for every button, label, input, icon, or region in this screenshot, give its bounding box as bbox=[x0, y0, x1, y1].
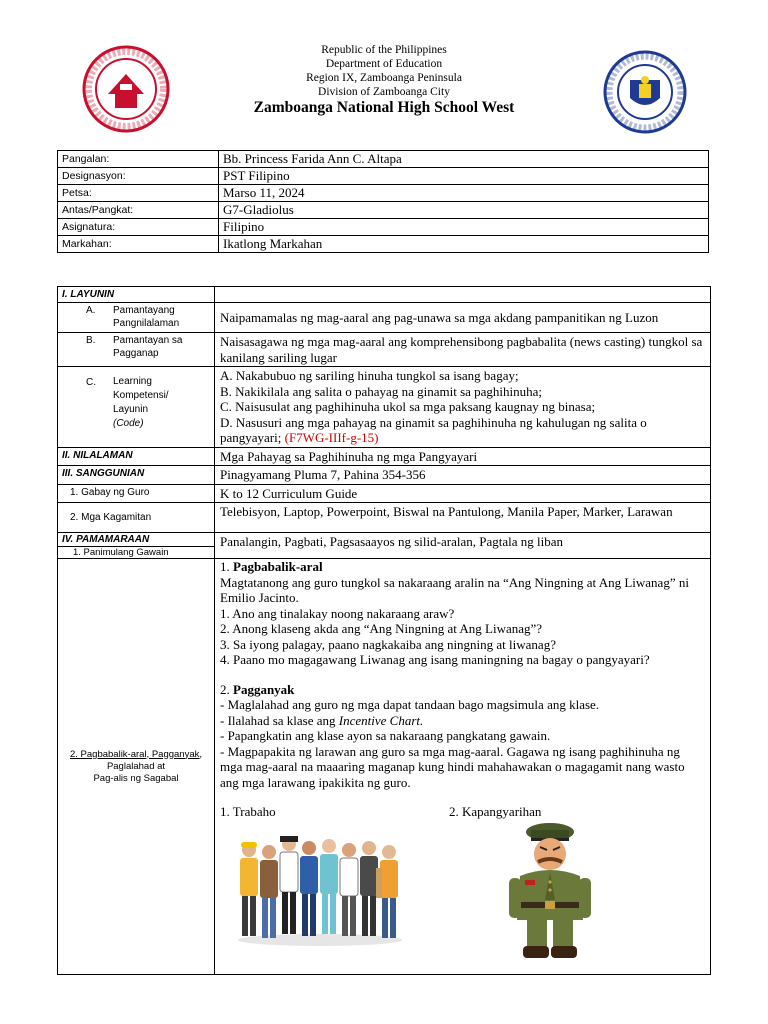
info-value: Filipino bbox=[219, 219, 709, 236]
section-pamamaraan: IV. PAMAMARAAN bbox=[58, 533, 215, 547]
info-label: Petsa: bbox=[58, 185, 219, 202]
deped-seal-logo bbox=[603, 50, 687, 134]
label-learning-kompetensi: C. Learning Kompetensi/ Layunin (Code) bbox=[58, 367, 215, 448]
info-row bbox=[58, 202, 709, 219]
pagganyak-item: - Magpapakita ng larawan ang guro sa mga mag-aaral. Gagawa ng isang paghihinuha ng mga mag-aaral na maaaring maganap kung hindi mahahawakan o magagamit nang wasto ang mga larawang ipakikita ng guro. bbox=[220, 743, 685, 790]
label-panimulang-gawain: 1. Panimulang Gawain bbox=[58, 547, 215, 559]
info-value: Marso 11, 2024 bbox=[219, 185, 709, 202]
info-row bbox=[58, 151, 709, 168]
info-value: G7-Gladiolus bbox=[219, 202, 709, 219]
info-label: Pangalan: bbox=[58, 151, 219, 168]
school-name: Zamboanga National High School West bbox=[253, 99, 515, 116]
review-question: 1. Ano ang tinalakay noong nakaraang araw? bbox=[220, 605, 455, 621]
info-value: Bb. Princess Farida Ann C. Altapa bbox=[219, 151, 709, 168]
military-officer-illustration bbox=[505, 820, 595, 963]
header-republic: Republic of the Philippines bbox=[321, 44, 447, 56]
picture-label-trabaho: 1. Trabaho bbox=[220, 804, 276, 819]
info-label: Asignatura: bbox=[58, 219, 219, 236]
section-sanggunian: III. SANGGUNIAN bbox=[58, 466, 215, 485]
pamantayan-sa-pagganap-text: Naisasagawa ng mga mag-aaral ang komprehensibong pagbabalita (news casting) tungkol sa kanilang sariling lugar bbox=[215, 333, 711, 367]
section-nilalaman: II. NILALAMAN bbox=[58, 447, 215, 466]
info-value: PST Filipino bbox=[219, 168, 709, 185]
label-pagbabalik-aral-step: 2. Pagbabalik-aral, Pagganyak, Paglalahad at Pag-alis ng Sagabal bbox=[58, 559, 215, 975]
competency-code: (F7WG-IIIf-g-15) bbox=[284, 430, 379, 445]
gabay-text: K to 12 Curriculum Guide bbox=[215, 484, 711, 503]
label-pamantayan-sa-pagganap: B. Pamantayan sa Pagganap bbox=[58, 333, 215, 367]
pagbabalik-aral-intro: Magtatanong ang guro tungkol sa nakaraang aralin na “Ang Ningning at Ang Liwanag” ni Emilio Jacinto. bbox=[220, 574, 689, 605]
review-question: 4. Paano mo magagawang Liwanag ang isang maningning na bagay o pangyayari? bbox=[220, 652, 650, 667]
info-row bbox=[58, 185, 709, 202]
kompetensi-item: A. Nakabubuo ng sariling hinuha tungkol sa isang bagay; bbox=[220, 368, 519, 383]
header-division: Division of Zamboanga City bbox=[318, 86, 450, 98]
review-question: 3. Sa iyong palagay, paano nagkakaiba ang ningning at liwanag? bbox=[220, 636, 556, 652]
pagganyak-item: - Ilalahad sa klase ang Incentive Chart. bbox=[220, 712, 424, 728]
section-layunin: I. LAYUNIN bbox=[58, 287, 215, 303]
info-row bbox=[58, 236, 709, 253]
pagganyak-item: - Papangkatin ang klase ayon sa nakaraang pangkatang gawain. bbox=[220, 728, 551, 743]
pagganyak-item: - Maglalahad ang guro ng mga dapat tandaan bago magsimula ang klase. bbox=[220, 697, 600, 712]
review-question: 2. Anong klaseng akda ang “Ang Ningning at Ang Liwanag”? bbox=[220, 621, 543, 636]
info-label: Antas/Pangkat: bbox=[58, 202, 219, 219]
kompetensi-item: D. Nasusuri ang mga pahayag na ginamit sa paghihinuha ng kahulugan ng salita o pangyayari; (F7WG-IIIf-g-15) bbox=[220, 414, 647, 445]
teacher-info-table bbox=[57, 150, 709, 253]
kompetensi-item: B. Nakikilala ang salita o pahayag na ginamit sa paghihinuha; bbox=[220, 383, 543, 399]
info-label: Markahan: bbox=[58, 236, 219, 253]
info-value: Ikatlong Markahan bbox=[219, 236, 709, 253]
kompetensi-item: C. Naisusulat ang paghihinuha ukol sa mga paksang kaugnay ng binasa; bbox=[220, 399, 596, 414]
learning-kompetensi-list bbox=[215, 367, 711, 448]
header-region: Region IX, Zamboanga Peninsula bbox=[306, 72, 462, 84]
empty-cell bbox=[215, 287, 711, 303]
info-row bbox=[58, 168, 709, 185]
sanggunian-text: Pinagyamang Pluma 7, Pahina 354-356 bbox=[215, 466, 711, 485]
picture-label-kapangyarihan: 2. Kapangyarihan bbox=[449, 804, 542, 819]
header-department: Department of Education bbox=[325, 58, 443, 70]
pagbabalik-aral-title: 1. Pagbabalik-aral bbox=[220, 559, 323, 574]
kagamitan-text: Telebisyon, Laptop, Powerpoint, Biswal na Pantulong, Manila Paper, Marker, Larawan bbox=[215, 503, 711, 533]
info-label: Designasyon: bbox=[58, 168, 219, 185]
info-row bbox=[58, 219, 709, 236]
pamantayang-pangnilalaman-text: Naipamamalas ng mag-aaral ang pag-unawa sa mga akdang pampanitikan ng Luzon bbox=[215, 303, 711, 333]
label-gabay-ng-guro: 1. Gabay ng Guro bbox=[58, 484, 215, 503]
nilalaman-text: Mga Pahayag sa Paghihinuha ng mga Pangyayari bbox=[215, 447, 711, 466]
pamamaraan-text: Panalangin, Pagbati, Pagsasaayos ng silid-aralan, Pagtala ng liban bbox=[215, 533, 711, 559]
workers-illustration bbox=[232, 818, 407, 948]
pagganyak-title: 2. Pagganyak bbox=[220, 681, 295, 697]
label-mga-kagamitan: 2. Mga Kagamitan bbox=[58, 503, 215, 533]
label-pamantayang-pangnilalaman: A. Pamantayang Pangnilalaman bbox=[58, 303, 215, 333]
